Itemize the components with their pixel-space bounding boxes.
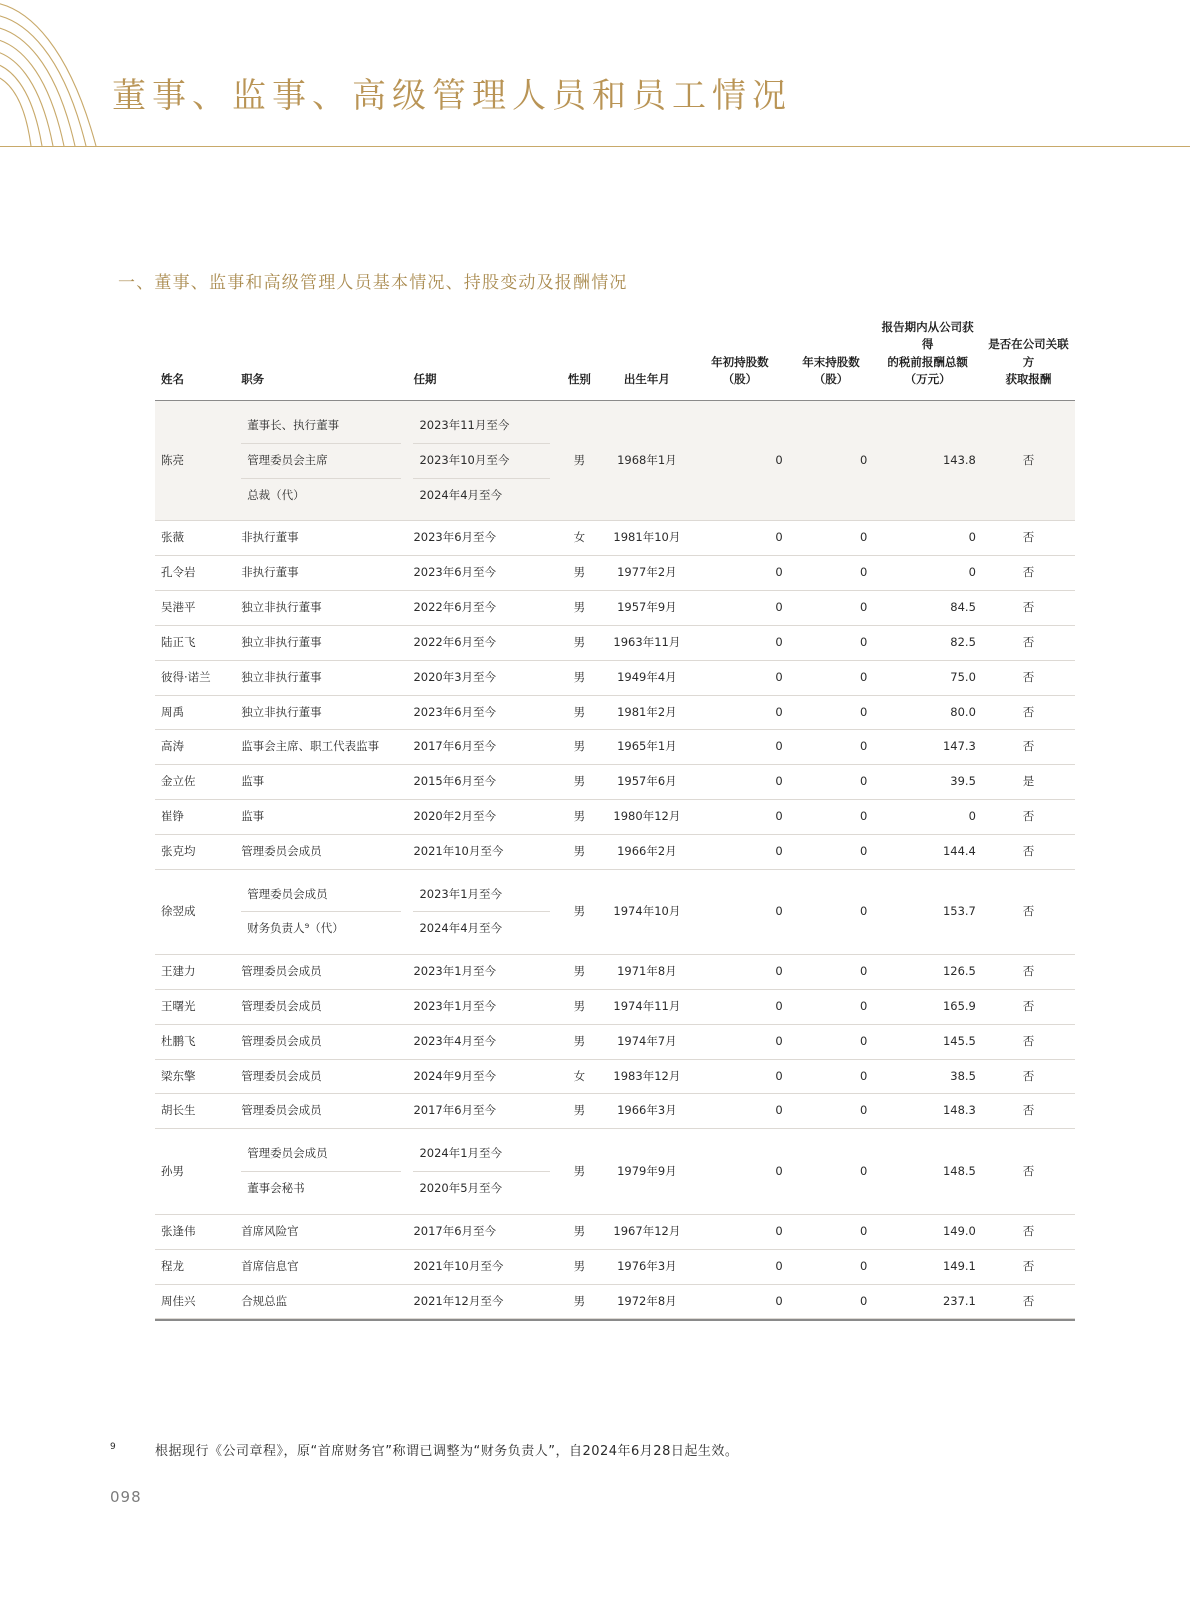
- cell-gender: 男: [556, 990, 602, 1025]
- column-header-related-party-pay: [982, 315, 1075, 401]
- cell-begin-shares: 0: [691, 1284, 789, 1319]
- cell-name: 杜鹏飞: [155, 1024, 235, 1059]
- cell-name: 周佳兴: [155, 1284, 235, 1319]
- cell-begin-shares: 0: [691, 730, 789, 765]
- cell-pretax-pay: 38.5: [873, 1059, 982, 1094]
- cell-gender: 男: [556, 625, 602, 660]
- cell-pretax-pay: 39.5: [873, 765, 982, 800]
- cell-term: 2021年10月至今: [407, 834, 556, 869]
- cell-gender: 男: [556, 1214, 602, 1249]
- cell-post: 管理委员会成员: [235, 834, 407, 869]
- cell-post: 管理委员会成员: [235, 990, 407, 1025]
- table-row: [155, 1214, 1075, 1249]
- table-row: [155, 1284, 1075, 1319]
- cell-related-party-pay: 否: [982, 1059, 1075, 1094]
- cell-begin-shares: 0: [691, 1129, 789, 1215]
- cell-name: 金立佐: [155, 765, 235, 800]
- cell-pretax-pay: 0: [873, 521, 982, 556]
- cell-begin-shares: 0: [691, 1094, 789, 1129]
- cell-related-party-pay: 否: [982, 521, 1075, 556]
- cell-end-shares: 0: [789, 1129, 874, 1215]
- table-row: [155, 625, 1075, 660]
- cell-end-shares: 0: [789, 1249, 874, 1284]
- cell-term: 2024年9月至今: [407, 1059, 556, 1094]
- column-header-name: 姓名: [161, 371, 184, 386]
- cell-post-line: 董事会秘书: [247, 1181, 305, 1196]
- cell-birth-date: 1983年12月: [603, 1059, 692, 1094]
- table-row: [155, 834, 1075, 869]
- cell-birth-date: 1949年4月: [603, 660, 692, 695]
- cell-related-party-pay: 否: [982, 955, 1075, 990]
- cell-term: 2023年1月至今: [407, 955, 556, 990]
- table-bottom-rule: [155, 1319, 1075, 1320]
- cell-post: [235, 869, 407, 955]
- table-row: [155, 990, 1075, 1025]
- cell-end-shares: 0: [789, 625, 874, 660]
- cell-gender: 女: [556, 1059, 602, 1094]
- cell-gender: 男: [556, 1024, 602, 1059]
- cell-related-party-pay: 否: [982, 591, 1075, 626]
- column-header-end-shares: [789, 315, 874, 401]
- cell-term-line: 2024年4月至今: [419, 921, 503, 936]
- cell-term: 2021年10月至今: [407, 1249, 556, 1284]
- cell-post: 监事: [235, 799, 407, 834]
- directors-table-container: [155, 315, 1075, 1321]
- table-row: [155, 695, 1075, 730]
- cell-begin-shares: 0: [691, 521, 789, 556]
- table-row: [155, 799, 1075, 834]
- cell-name: 周禹: [155, 695, 235, 730]
- footnote: [110, 1440, 1070, 1459]
- table-row: [155, 765, 1075, 800]
- cell-gender: 男: [556, 869, 602, 955]
- cell-birth-date: 1972年8月: [603, 1284, 692, 1319]
- cell-pretax-pay: 145.5: [873, 1024, 982, 1059]
- cell-begin-shares: 0: [691, 834, 789, 869]
- cell-begin-shares: 0: [691, 1249, 789, 1284]
- cell-name: 王曙光: [155, 990, 235, 1025]
- cell-pretax-pay: 84.5: [873, 591, 982, 626]
- cell-birth-date: 1981年10月: [603, 521, 692, 556]
- cell-end-shares: 0: [789, 1059, 874, 1094]
- cell-post: 管理委员会成员: [235, 1094, 407, 1129]
- cell-related-party-pay: 否: [982, 401, 1075, 521]
- cell-begin-shares: 0: [691, 955, 789, 990]
- cell-pretax-pay: 75.0: [873, 660, 982, 695]
- table-header-row: [155, 315, 1075, 401]
- cell-end-shares: 0: [789, 799, 874, 834]
- cell-pretax-pay: 143.8: [873, 401, 982, 521]
- cell-begin-shares: 0: [691, 1024, 789, 1059]
- table-row: [155, 1129, 1075, 1215]
- related-line2: 获取报酬: [1005, 371, 1052, 386]
- cell-related-party-pay: 否: [982, 1249, 1075, 1284]
- cell-related-party-pay: 否: [982, 799, 1075, 834]
- page-header: [0, 0, 1190, 148]
- cell-gender: 男: [556, 695, 602, 730]
- cell-related-party-pay: 否: [982, 1214, 1075, 1249]
- cell-birth-date: 1974年11月: [603, 990, 692, 1025]
- cell-begin-shares: 0: [691, 1059, 789, 1094]
- decorative-swoosh-graphic: [0, 0, 110, 148]
- cell-related-party-pay: 否: [982, 1024, 1075, 1059]
- cell-term-line: 2023年10月至今: [413, 444, 550, 479]
- cell-term: 2021年12月至今: [407, 1284, 556, 1319]
- cell-begin-shares: 0: [691, 990, 789, 1025]
- cell-post-line: 管理委员会成员: [241, 1137, 401, 1172]
- column-header-birth-date: 出生年月: [623, 371, 670, 386]
- cell-pretax-pay: 126.5: [873, 955, 982, 990]
- cell-begin-shares: 0: [691, 401, 789, 521]
- cell-pretax-pay: 148.3: [873, 1094, 982, 1129]
- cell-gender: 男: [556, 765, 602, 800]
- table-row: [155, 1059, 1075, 1094]
- cell-end-shares: 0: [789, 521, 874, 556]
- cell-post-line: 总裁（代）: [247, 487, 305, 502]
- cell-name: 孙男: [155, 1129, 235, 1215]
- cell-term: 2017年6月至今: [407, 1094, 556, 1129]
- cell-gender: 男: [556, 1129, 602, 1215]
- cell-post: [235, 401, 407, 521]
- section-heading: 一、董事、监事和高级管理人员基本情况、持股变动及报酬情况: [118, 273, 628, 293]
- column-header-gender: 性别: [567, 371, 591, 386]
- cell-gender: 女: [556, 521, 602, 556]
- cell-term: [407, 1129, 556, 1215]
- cell-name: 陆正飞: [155, 625, 235, 660]
- pay-line3: （万元）: [904, 371, 951, 386]
- cell-birth-date: 1979年9月: [603, 1129, 692, 1215]
- cell-post: 独立非执行董事: [235, 660, 407, 695]
- cell-name: 张克均: [155, 834, 235, 869]
- cell-post: 监事会主席、职工代表监事: [235, 730, 407, 765]
- cell-name: 彼得·诺兰: [155, 660, 235, 695]
- table-body: [155, 401, 1075, 1319]
- page-title: 董事、监事、高级管理人员和员工情况: [112, 76, 792, 116]
- cell-birth-date: 1976年3月: [603, 1249, 692, 1284]
- cell-term: [407, 401, 556, 521]
- cell-post: 非执行董事: [235, 521, 407, 556]
- column-header-term: 任期: [413, 371, 437, 386]
- footnote-marker: 9: [110, 1442, 116, 1452]
- cell-name: 张薇: [155, 521, 235, 556]
- cell-birth-date: 1963年11月: [603, 625, 692, 660]
- cell-gender: 男: [556, 660, 602, 695]
- cell-name: 吴港平: [155, 591, 235, 626]
- cell-term: 2015年6月至今: [407, 765, 556, 800]
- cell-related-party-pay: 否: [982, 556, 1075, 591]
- cell-birth-date: 1966年3月: [603, 1094, 692, 1129]
- table-row: [155, 1024, 1075, 1059]
- table-row: [155, 660, 1075, 695]
- cell-name: 王建力: [155, 955, 235, 990]
- cell-related-party-pay: 否: [982, 1129, 1075, 1215]
- cell-post-line: 管理委员会主席: [241, 444, 401, 479]
- cell-post: 管理委员会成员: [235, 1024, 407, 1059]
- cell-gender: 男: [556, 556, 602, 591]
- cell-related-party-pay: 否: [982, 730, 1075, 765]
- cell-end-shares: 0: [789, 1024, 874, 1059]
- cell-begin-shares: 0: [691, 556, 789, 591]
- cell-term: 2020年3月至今: [407, 660, 556, 695]
- cell-name: 梁东擎: [155, 1059, 235, 1094]
- cell-term-line: 2023年11月至今: [413, 409, 550, 444]
- cell-name: 高涛: [155, 730, 235, 765]
- cell-pretax-pay: 148.5: [873, 1129, 982, 1215]
- cell-end-shares: 0: [789, 955, 874, 990]
- cell-post-line: 董事长、执行董事: [241, 409, 401, 444]
- table-row: [155, 955, 1075, 990]
- cell-pretax-pay: 153.7: [873, 869, 982, 955]
- cell-post: 独立非执行董事: [235, 591, 407, 626]
- cell-birth-date: 1966年2月: [603, 834, 692, 869]
- cell-related-party-pay: 否: [982, 869, 1075, 955]
- cell-end-shares: 0: [789, 1284, 874, 1319]
- cell-end-shares: 0: [789, 660, 874, 695]
- column-header-begin-shares: [691, 315, 789, 401]
- cell-gender: 男: [556, 591, 602, 626]
- table-row: [155, 521, 1075, 556]
- cell-gender: 男: [556, 1284, 602, 1319]
- cell-term-line: 2023年1月至今: [413, 878, 550, 913]
- cell-pretax-pay: 0: [873, 556, 982, 591]
- end-shares-line2: （股）: [813, 371, 849, 386]
- cell-begin-shares: 0: [691, 695, 789, 730]
- cell-term: 2023年6月至今: [407, 521, 556, 556]
- directors-table: [155, 315, 1075, 1319]
- cell-end-shares: 0: [789, 695, 874, 730]
- cell-term-line: 2024年1月至今: [413, 1137, 550, 1172]
- cell-end-shares: 0: [789, 990, 874, 1025]
- cell-birth-date: 1965年1月: [603, 730, 692, 765]
- cell-gender: 男: [556, 834, 602, 869]
- cell-related-party-pay: 否: [982, 660, 1075, 695]
- footnote-text: 根据现行《公司章程》，原“首席财务官”称谓已调整为“财务负责人”，自2024年6月28日起生效。: [155, 1444, 739, 1459]
- cell-end-shares: 0: [789, 1094, 874, 1129]
- cell-term: 2017年6月至今: [407, 1214, 556, 1249]
- cell-post: 合规总监: [235, 1284, 407, 1319]
- cell-end-shares: 0: [789, 401, 874, 521]
- cell-end-shares: 0: [789, 730, 874, 765]
- cell-begin-shares: 0: [691, 799, 789, 834]
- cell-gender: 男: [556, 401, 602, 521]
- table-row: [155, 1094, 1075, 1129]
- pay-line1: 报告期内从公司获得: [881, 320, 974, 352]
- cell-pretax-pay: 149.1: [873, 1249, 982, 1284]
- cell-term: 2020年2月至今: [407, 799, 556, 834]
- pay-line2: 的税前报酬总额: [887, 354, 968, 369]
- cell-end-shares: 0: [789, 869, 874, 955]
- cell-term: 2023年4月至今: [407, 1024, 556, 1059]
- table-row: [155, 591, 1075, 626]
- cell-related-party-pay: 否: [982, 625, 1075, 660]
- cell-birth-date: 1980年12月: [603, 799, 692, 834]
- cell-birth-date: 1974年10月: [603, 869, 692, 955]
- cell-term: 2023年6月至今: [407, 556, 556, 591]
- cell-pretax-pay: 147.3: [873, 730, 982, 765]
- cell-term-line: 2024年4月至今: [419, 487, 503, 502]
- cell-term: 2022年6月至今: [407, 591, 556, 626]
- table-row: [155, 869, 1075, 955]
- cell-birth-date: 1971年8月: [603, 955, 692, 990]
- cell-birth-date: 1968年1月: [603, 401, 692, 521]
- cell-pretax-pay: 165.9: [873, 990, 982, 1025]
- begin-shares-line1: 年初持股数: [711, 354, 769, 369]
- cell-post-line: 管理委员会成员: [241, 878, 401, 913]
- cell-term: 2023年6月至今: [407, 695, 556, 730]
- end-shares-line1: 年末持股数: [802, 354, 860, 369]
- cell-term: [407, 869, 556, 955]
- related-line1: 是否在公司关联方: [988, 337, 1069, 369]
- cell-begin-shares: 0: [691, 869, 789, 955]
- cell-end-shares: 0: [789, 834, 874, 869]
- cell-post: 管理委员会成员: [235, 955, 407, 990]
- cell-post: 管理委员会成员: [235, 1059, 407, 1094]
- cell-gender: 男: [556, 955, 602, 990]
- cell-name: 陈亮: [155, 401, 235, 521]
- header-divider: [0, 146, 1190, 147]
- cell-post: 独立非执行董事: [235, 695, 407, 730]
- table-row: [155, 401, 1075, 521]
- cell-begin-shares: 0: [691, 625, 789, 660]
- cell-birth-date: 1967年12月: [603, 1214, 692, 1249]
- cell-birth-date: 1977年2月: [603, 556, 692, 591]
- cell-related-party-pay: 否: [982, 1284, 1075, 1319]
- cell-related-party-pay: 否: [982, 1094, 1075, 1129]
- cell-begin-shares: 0: [691, 591, 789, 626]
- cell-gender: 男: [556, 1249, 602, 1284]
- cell-post: 首席信息官: [235, 1249, 407, 1284]
- cell-pretax-pay: 237.1: [873, 1284, 982, 1319]
- cell-pretax-pay: 0: [873, 799, 982, 834]
- table-row: [155, 1249, 1075, 1284]
- cell-post: 监事: [235, 765, 407, 800]
- cell-term: 2022年6月至今: [407, 625, 556, 660]
- cell-begin-shares: 0: [691, 765, 789, 800]
- page-number: 098: [110, 1488, 142, 1506]
- cell-name: 张逢伟: [155, 1214, 235, 1249]
- cell-related-party-pay: 是: [982, 765, 1075, 800]
- cell-pretax-pay: 144.4: [873, 834, 982, 869]
- cell-end-shares: 0: [789, 765, 874, 800]
- cell-name: 孔令岩: [155, 556, 235, 591]
- cell-end-shares: 0: [789, 591, 874, 626]
- column-header-post: 职务: [241, 371, 265, 386]
- cell-term: 2017年6月至今: [407, 730, 556, 765]
- table-row: [155, 556, 1075, 591]
- cell-gender: 男: [556, 730, 602, 765]
- cell-begin-shares: 0: [691, 660, 789, 695]
- cell-related-party-pay: 否: [982, 695, 1075, 730]
- cell-pretax-pay: 149.0: [873, 1214, 982, 1249]
- begin-shares-line2: （股）: [722, 371, 758, 386]
- cell-begin-shares: 0: [691, 1214, 789, 1249]
- cell-term: 2023年1月至今: [407, 990, 556, 1025]
- cell-post: 独立非执行董事: [235, 625, 407, 660]
- cell-name: 程龙: [155, 1249, 235, 1284]
- cell-post: 首席风险官: [235, 1214, 407, 1249]
- cell-term-line: 2020年5月至今: [419, 1181, 503, 1196]
- cell-related-party-pay: 否: [982, 990, 1075, 1025]
- cell-birth-date: 1974年7月: [603, 1024, 692, 1059]
- cell-post: [235, 1129, 407, 1215]
- cell-pretax-pay: 82.5: [873, 625, 982, 660]
- cell-name: 崔铮: [155, 799, 235, 834]
- cell-end-shares: 0: [789, 556, 874, 591]
- column-header-pretax-pay: [873, 315, 982, 401]
- cell-gender: 男: [556, 1094, 602, 1129]
- cell-birth-date: 1957年6月: [603, 765, 692, 800]
- table-row: [155, 730, 1075, 765]
- cell-pretax-pay: 80.0: [873, 695, 982, 730]
- cell-end-shares: 0: [789, 1214, 874, 1249]
- cell-post: 非执行董事: [235, 556, 407, 591]
- cell-name: 胡长生: [155, 1094, 235, 1129]
- cell-birth-date: 1981年2月: [603, 695, 692, 730]
- cell-birth-date: 1957年9月: [603, 591, 692, 626]
- table-head: [155, 315, 1075, 401]
- cell-post-line: 财务负责人⁹（代）: [247, 921, 344, 936]
- cell-related-party-pay: 否: [982, 834, 1075, 869]
- cell-gender: 男: [556, 799, 602, 834]
- cell-name: 徐翌成: [155, 869, 235, 955]
